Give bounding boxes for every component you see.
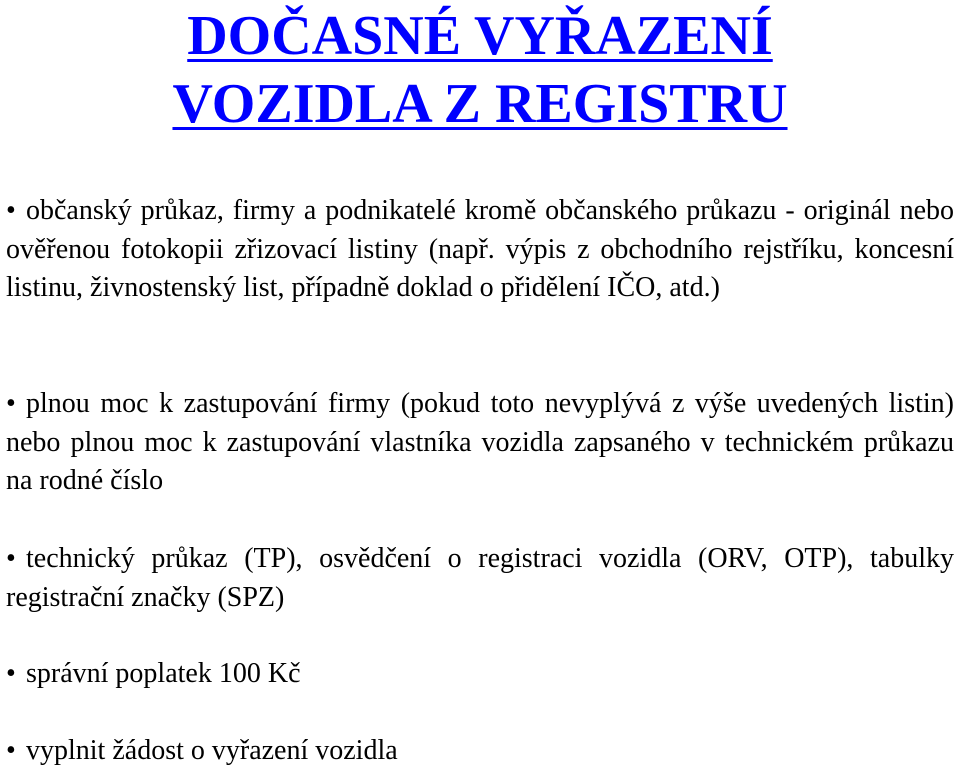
list-item-text: občanský průkaz, firmy a podnikatelé kromě občanského průkazu - originál nebo ověřenou fotokopii zřizovací listiny (např. výpis z obchodního rejstříku, koncesní listinu, živnostenský list, případně doklad o přidělení IČO, atd.) bbox=[6, 195, 954, 303]
list-item-text: plnou moc k zastupování firmy (pokud toto nevyplývá z výše uvedených listin) nebo plnou moc k zastupování vlastníka vozidla zapsaného v technickém průkazu na rodné číslo bbox=[6, 388, 954, 496]
bullet-icon: • bbox=[6, 735, 16, 766]
list-item bbox=[6, 192, 954, 308]
list-item-text: vyplnit žádost o vyřazení vozidla bbox=[26, 735, 398, 766]
title-line-1: DOČASNÉ VYŘAZENÍ bbox=[187, 5, 773, 67]
bullet-icon: • bbox=[6, 543, 16, 574]
list-item bbox=[6, 540, 954, 617]
list-item bbox=[6, 732, 954, 771]
list-item bbox=[6, 655, 954, 694]
bullet-icon: • bbox=[6, 658, 16, 689]
page-title bbox=[0, 2, 960, 138]
title-line-2: VOZIDLA Z REGISTRU bbox=[172, 73, 788, 135]
list-item bbox=[6, 385, 954, 501]
list-item-text: technický průkaz (TP), osvědčení o registraci vozidla (ORV, OTP), tabulky registrační značky (SPZ) bbox=[6, 543, 954, 613]
bullet-icon: • bbox=[6, 388, 16, 419]
bullet-icon: • bbox=[6, 195, 16, 226]
list-item-text: správní poplatek 100 Kč bbox=[26, 658, 301, 689]
